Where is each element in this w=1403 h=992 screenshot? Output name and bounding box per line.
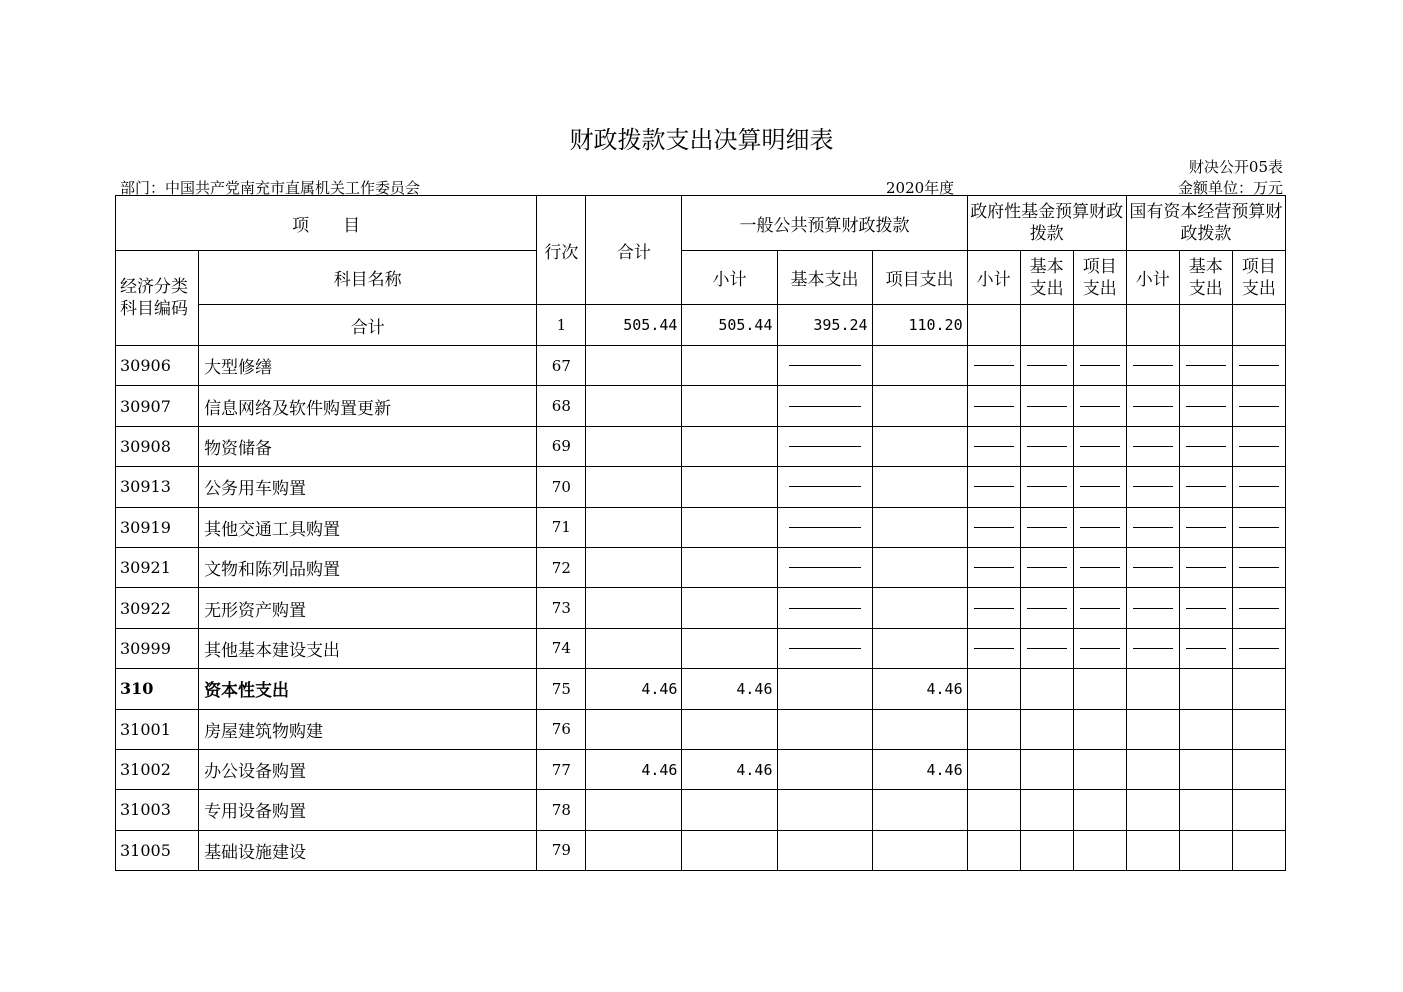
department-label: 部门：中国共产党南充市直属机关工作委员会 <box>120 179 421 197</box>
dash-mark <box>1133 527 1173 528</box>
row-fund-cell <box>1020 346 1073 386</box>
total-gen-project: 110.20 <box>872 305 967 346</box>
table-row <box>116 507 1286 547</box>
table-row <box>116 709 1286 749</box>
row-number: 76 <box>537 709 586 749</box>
row-gen-subtotal <box>682 628 777 668</box>
row-fund-cell <box>1020 749 1073 789</box>
row-gen-subtotal <box>682 386 777 426</box>
empty-cell <box>967 305 1020 346</box>
dash-mark <box>1239 527 1279 528</box>
row-fund-cell <box>1179 790 1232 830</box>
dash-mark <box>789 365 861 366</box>
row-fund-cell <box>967 709 1020 749</box>
row-fund-cell <box>1232 547 1285 587</box>
table-row <box>116 749 1286 789</box>
row-code: 30907 <box>116 386 199 426</box>
row-name: 资本性支出 <box>199 669 537 709</box>
row-fund-cell <box>967 467 1020 507</box>
header-row-2 <box>116 251 1286 305</box>
row-code: 31002 <box>116 749 199 789</box>
row-gen-project <box>872 628 967 668</box>
dash-mark <box>1133 567 1173 568</box>
row-fund-cell <box>967 669 1020 709</box>
empty-cell <box>1126 305 1179 346</box>
row-fund-cell <box>1073 507 1126 547</box>
row-fund-cell <box>1020 507 1073 547</box>
dash-mark <box>1133 446 1173 447</box>
table-row <box>116 830 1286 870</box>
row-code: 310 <box>116 669 199 709</box>
row-gen-project <box>872 386 967 426</box>
row-fund-cell <box>1020 588 1073 628</box>
row-total: 4.46 <box>586 669 682 709</box>
row-number: 71 <box>537 507 586 547</box>
dash-mark <box>974 608 1014 609</box>
row-number: 78 <box>537 790 586 830</box>
row-name: 专用设备购置 <box>199 790 537 830</box>
row-fund-cell <box>1020 709 1073 749</box>
dash-mark <box>1027 527 1067 528</box>
row-total: 4.46 <box>586 749 682 789</box>
row-fund-cell <box>1073 547 1126 587</box>
row-name: 物资储备 <box>199 426 537 466</box>
dash-mark <box>789 567 861 568</box>
row-fund-cell <box>1179 547 1232 587</box>
row-fund-cell <box>967 830 1020 870</box>
table-row <box>116 467 1286 507</box>
row-gen-project <box>872 709 967 749</box>
row-fund-cell <box>1126 426 1179 466</box>
dash-mark <box>1027 446 1067 447</box>
empty-cell <box>1020 305 1073 346</box>
row-fund-cell <box>1179 709 1232 749</box>
dash-mark <box>1133 648 1173 649</box>
row-fund-cell <box>1179 830 1232 870</box>
row-gen-subtotal: 4.46 <box>682 669 777 709</box>
dash-mark <box>789 648 861 649</box>
row-name: 房屋建筑物购建 <box>199 709 537 749</box>
row-fund-cell <box>967 588 1020 628</box>
row-gen-basic <box>777 669 872 709</box>
row-fund-cell <box>1126 669 1179 709</box>
row-gen-basic <box>777 588 872 628</box>
row-fund-cell <box>1179 588 1232 628</box>
empty-cell <box>1073 305 1126 346</box>
dash-mark <box>1080 446 1120 447</box>
dash-mark <box>1186 365 1226 366</box>
row-fund-cell <box>1020 790 1073 830</box>
dash-mark <box>974 446 1014 447</box>
header-row-no: 行次 <box>537 196 586 305</box>
row-code: 30921 <box>116 547 199 587</box>
dash-mark <box>1027 608 1067 609</box>
row-total <box>586 628 682 668</box>
row-gen-subtotal <box>682 709 777 749</box>
total-amount: 505.44 <box>586 305 682 346</box>
row-fund-cell <box>1020 386 1073 426</box>
row-gen-subtotal: 4.46 <box>682 749 777 789</box>
row-name: 基础设施建设 <box>199 830 537 870</box>
row-fund-cell <box>1179 467 1232 507</box>
expenditure-table <box>115 195 1286 871</box>
dash-mark <box>1239 608 1279 609</box>
header-capital-project: 项目 支出 <box>1232 251 1285 305</box>
row-gen-subtotal <box>682 426 777 466</box>
row-fund-cell <box>967 790 1020 830</box>
row-fund-cell <box>1232 830 1285 870</box>
row-fund-cell <box>1126 588 1179 628</box>
row-fund-cell <box>1179 386 1232 426</box>
table-row <box>116 628 1286 668</box>
row-number: 77 <box>537 749 586 789</box>
dash-mark <box>789 608 861 609</box>
table-row <box>116 346 1286 386</box>
row-fund-cell <box>967 749 1020 789</box>
row-fund-cell <box>1073 709 1126 749</box>
row-fund-cell <box>1232 507 1285 547</box>
row-number: 67 <box>537 346 586 386</box>
row-fund-cell <box>1073 830 1126 870</box>
row-fund-cell <box>967 386 1020 426</box>
row-fund-cell <box>1179 507 1232 547</box>
dash-mark <box>1080 527 1120 528</box>
row-fund-cell <box>1232 628 1285 668</box>
row-fund-cell <box>1126 467 1179 507</box>
dash-mark <box>789 527 861 528</box>
row-fund-cell <box>1179 426 1232 466</box>
row-fund-cell <box>967 628 1020 668</box>
row-fund-cell <box>1073 628 1126 668</box>
row-fund-cell <box>1232 467 1285 507</box>
row-code: 31003 <box>116 790 199 830</box>
row-gen-basic <box>777 426 872 466</box>
dash-mark <box>1239 446 1279 447</box>
header-fund-basic: 基本 支出 <box>1020 251 1073 305</box>
row-gen-project <box>872 830 967 870</box>
dash-mark <box>974 567 1014 568</box>
row-fund-cell <box>1126 830 1179 870</box>
row-number: 79 <box>537 830 586 870</box>
header-capital-subtotal: 小计 <box>1126 251 1179 305</box>
row-code: 30922 <box>116 588 199 628</box>
row-fund-cell <box>1073 749 1126 789</box>
table-row <box>116 426 1286 466</box>
row-name: 文物和陈列品购置 <box>199 547 537 587</box>
row-code: 30913 <box>116 467 199 507</box>
row-fund-cell <box>1179 628 1232 668</box>
header-capital-basic: 基本 支出 <box>1179 251 1232 305</box>
row-code: 31005 <box>116 830 199 870</box>
row-gen-subtotal <box>682 588 777 628</box>
dash-mark <box>974 365 1014 366</box>
row-fund-cell <box>1232 790 1285 830</box>
row-gen-project <box>872 547 967 587</box>
dash-mark <box>1027 648 1067 649</box>
dash-mark <box>1080 365 1120 366</box>
dash-mark <box>1186 648 1226 649</box>
table-row <box>116 386 1286 426</box>
row-number: 74 <box>537 628 586 668</box>
row-gen-basic <box>777 507 872 547</box>
row-gen-project: 4.46 <box>872 749 967 789</box>
row-gen-basic <box>777 386 872 426</box>
header-row-1 <box>116 196 1286 251</box>
dash-mark <box>789 446 861 447</box>
row-gen-subtotal <box>682 346 777 386</box>
row-gen-subtotal <box>682 790 777 830</box>
row-gen-project <box>872 346 967 386</box>
header-gen-project: 项目支出 <box>872 251 967 305</box>
dash-mark <box>974 648 1014 649</box>
table-row <box>116 669 1286 709</box>
row-gen-subtotal <box>682 467 777 507</box>
dash-mark <box>1239 486 1279 487</box>
row-fund-cell <box>967 547 1020 587</box>
row-total <box>586 830 682 870</box>
row-total <box>586 467 682 507</box>
dash-mark <box>974 527 1014 528</box>
row-fund-cell <box>1232 669 1285 709</box>
page-title: 财政拨款支出决算明细表 <box>569 126 834 154</box>
row-number: 72 <box>537 547 586 587</box>
row-number: 68 <box>537 386 586 426</box>
row-fund-cell <box>1126 386 1179 426</box>
row-fund-cell <box>1020 547 1073 587</box>
row-code: 30908 <box>116 426 199 466</box>
dash-mark <box>1186 527 1226 528</box>
dash-mark <box>1027 486 1067 487</box>
header-state-capital: 国有资本经营预算财政拨款 <box>1126 196 1285 251</box>
header-gov-fund: 政府性基金预算财政拨款 <box>967 196 1126 251</box>
dash-mark <box>1027 365 1067 366</box>
row-gen-subtotal <box>682 830 777 870</box>
row-fund-cell <box>1179 669 1232 709</box>
row-fund-cell <box>1232 709 1285 749</box>
row-gen-project <box>872 790 967 830</box>
row-gen-project <box>872 467 967 507</box>
row-gen-basic <box>777 790 872 830</box>
row-fund-cell <box>967 426 1020 466</box>
table-row <box>116 588 1286 628</box>
row-fund-cell <box>1073 426 1126 466</box>
row-name: 其他交通工具购置 <box>199 507 537 547</box>
row-fund-cell <box>1073 790 1126 830</box>
dash-mark <box>1186 446 1226 447</box>
row-fund-cell <box>1126 346 1179 386</box>
dash-mark <box>1239 406 1279 407</box>
row-fund-cell <box>967 507 1020 547</box>
row-fund-cell <box>1126 749 1179 789</box>
row-gen-project <box>872 426 967 466</box>
dash-mark <box>789 406 861 407</box>
row-fund-cell <box>1126 547 1179 587</box>
dash-mark <box>1133 406 1173 407</box>
total-label: 合计 <box>199 305 537 346</box>
row-total <box>586 426 682 466</box>
empty-cell <box>1232 305 1285 346</box>
row-gen-basic <box>777 346 872 386</box>
header-item: 项 目 <box>116 196 537 251</box>
table-row <box>116 547 1286 587</box>
row-number: 75 <box>537 669 586 709</box>
row-fund-cell <box>967 346 1020 386</box>
row-number: 70 <box>537 467 586 507</box>
header-econ-code: 经济分类科目编码 <box>116 251 199 346</box>
row-name: 公务用车购置 <box>199 467 537 507</box>
row-gen-basic <box>777 628 872 668</box>
row-fund-cell <box>1179 346 1232 386</box>
row-fund-cell <box>1126 628 1179 668</box>
total-row <box>116 305 1286 346</box>
dash-mark <box>1186 486 1226 487</box>
amount-unit: 金额单位：万元 <box>1177 179 1283 197</box>
header-fund-subtotal: 小计 <box>967 251 1020 305</box>
row-fund-cell <box>1020 426 1073 466</box>
dash-mark <box>1186 567 1226 568</box>
header-subject-name: 科目名称 <box>199 251 537 305</box>
row-total <box>586 346 682 386</box>
row-code: 31001 <box>116 709 199 749</box>
dash-mark <box>974 486 1014 487</box>
row-gen-subtotal <box>682 507 777 547</box>
row-gen-project: 4.46 <box>872 669 967 709</box>
row-fund-cell <box>1020 467 1073 507</box>
total-gen-basic: 395.24 <box>777 305 872 346</box>
row-fund-cell <box>1126 507 1179 547</box>
row-fund-cell <box>1073 669 1126 709</box>
table-id: 财决公开05表 <box>1188 158 1283 176</box>
table-row <box>116 790 1286 830</box>
row-gen-subtotal <box>682 547 777 587</box>
dash-mark <box>1080 567 1120 568</box>
row-fund-cell <box>1073 386 1126 426</box>
row-fund-cell <box>1073 346 1126 386</box>
dash-mark <box>1239 567 1279 568</box>
row-fund-cell <box>1232 386 1285 426</box>
row-gen-project <box>872 588 967 628</box>
row-total <box>586 507 682 547</box>
row-total <box>586 547 682 587</box>
row-total <box>586 386 682 426</box>
dash-mark <box>1080 406 1120 407</box>
row-number: 69 <box>537 426 586 466</box>
row-gen-basic <box>777 830 872 870</box>
row-name: 无形资产购置 <box>199 588 537 628</box>
empty-cell <box>1179 305 1232 346</box>
row-gen-basic <box>777 547 872 587</box>
dash-mark <box>1080 648 1120 649</box>
row-fund-cell <box>1126 790 1179 830</box>
row-total <box>586 588 682 628</box>
row-fund-cell <box>1232 346 1285 386</box>
dash-mark <box>789 486 861 487</box>
row-number: 73 <box>537 588 586 628</box>
row-gen-basic <box>777 709 872 749</box>
header-total: 合计 <box>586 196 682 305</box>
dash-mark <box>1133 365 1173 366</box>
header-general-budget: 一般公共预算财政拨款 <box>682 196 967 251</box>
dash-mark <box>1080 486 1120 487</box>
row-fund-cell <box>1020 830 1073 870</box>
dash-mark <box>1133 486 1173 487</box>
dash-mark <box>1133 608 1173 609</box>
row-total <box>586 709 682 749</box>
row-fund-cell <box>1073 588 1126 628</box>
row-fund-cell <box>1179 749 1232 789</box>
row-fund-cell <box>1020 669 1073 709</box>
row-fund-cell <box>1073 467 1126 507</box>
dash-mark <box>974 406 1014 407</box>
row-code: 30999 <box>116 628 199 668</box>
row-gen-project <box>872 507 967 547</box>
row-gen-basic <box>777 467 872 507</box>
total-gen-subtotal: 505.44 <box>682 305 777 346</box>
fiscal-year: 2020年度 <box>886 179 955 197</box>
row-name: 大型修缮 <box>199 346 537 386</box>
dash-mark <box>1239 648 1279 649</box>
dash-mark <box>1186 406 1226 407</box>
dash-mark <box>1239 365 1279 366</box>
row-name: 其他基本建设支出 <box>199 628 537 668</box>
row-gen-basic <box>777 749 872 789</box>
row-fund-cell <box>1232 426 1285 466</box>
dash-mark <box>1080 608 1120 609</box>
row-name: 信息网络及软件购置更新 <box>199 386 537 426</box>
row-fund-cell <box>1232 749 1285 789</box>
row-fund-cell <box>1232 588 1285 628</box>
dash-mark <box>1027 406 1067 407</box>
row-code: 30906 <box>116 346 199 386</box>
header-gen-subtotal: 小计 <box>682 251 777 305</box>
row-name: 办公设备购置 <box>199 749 537 789</box>
row-code: 30919 <box>116 507 199 547</box>
dash-mark <box>1027 567 1067 568</box>
row-fund-cell <box>1020 628 1073 668</box>
header-fund-project: 项目 支出 <box>1073 251 1126 305</box>
total-row-no: 1 <box>537 305 586 346</box>
header-gen-basic: 基本支出 <box>777 251 872 305</box>
dash-mark <box>1186 608 1226 609</box>
row-total <box>586 790 682 830</box>
row-fund-cell <box>1126 709 1179 749</box>
